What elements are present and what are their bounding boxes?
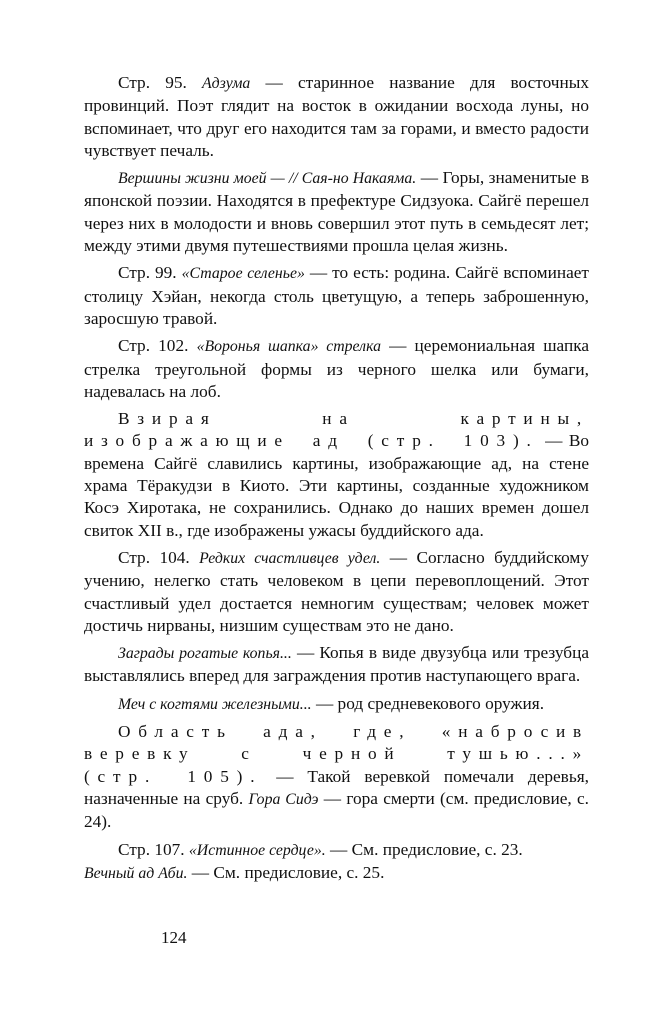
note-text-secondary: — гора смерти (см. предисловие, с. 24). — [84, 788, 589, 832]
note-term: «Воронья шапка» стрелка — [196, 338, 381, 356]
note-lead: Стр. 107. — [118, 839, 189, 859]
note-term: Редких счастливцев удел. — [199, 549, 381, 567]
note-paragraph-adzuma — [84, 72, 589, 162]
note-lead: Стр. 99. — [118, 263, 182, 283]
note-lead: Взирая на картины, изображающие ад (стр. 103). — [84, 409, 589, 451]
note-text: — Горы, знаменитые в японской поэзии. Находятся в префектуре Сидзуока. Сайгё перешел через них в молодости и вновь совершил этот путь в семьдесят лет; между этими двумя путешествиями прошла целая жизнь. — [84, 168, 589, 256]
note-term: Вечный ад Аби. — [84, 864, 188, 882]
note-text: — старинное название для восточных провинций. Поэт глядит на восток в ожидании восхода луны, но вспоминает, что друг его находится там за горами, и вместо радости чувствует печаль. — [84, 73, 589, 160]
note-text: — то есть: родина. Сайгё вспоминает столицу Хэйан, некогда столь цветущую, а теперь заброшенную, заросшую травой. — [84, 263, 589, 328]
note-text: — См. предисловие, с. 25. — [187, 862, 385, 882]
note-paragraph-redkih-schastlivcev — [84, 547, 589, 637]
note-paragraph-zagrady — [84, 642, 589, 688]
note-paragraph-staroe-selenie — [84, 262, 589, 330]
note-text: — Во времена Сайгё славились картины, изображающие ад, на стене храма Тёракудзи в Киото. Эти картины, созданные художником Косэ Хиротака, не сохранились. Однако до наших времен дошел свиток XII в., где изображены ужасы буддийского ада. — [84, 431, 589, 540]
note-lead: Стр. 102. — [118, 336, 197, 356]
note-text: — Копья в виде двузубца или трезубца выставлялись вперед для заграждения против наступающего врага. — [84, 643, 589, 686]
note-lead: Область ада, где, «набросив веревку с черной тушью...» (стр. 105). — [84, 722, 589, 786]
note-paragraph-vechnyi-ad — [84, 862, 589, 885]
notes-text-block — [84, 72, 589, 890]
note-term-secondary: Гора Сидэ — [248, 790, 319, 808]
note-paragraph-voronia-shapka — [84, 335, 589, 403]
note-text: — церемониальная шапка стрелка треугольной формы из черного шелка или бумаги, надевалась на лоб. — [84, 336, 589, 401]
note-paragraph-vershiny — [84, 167, 589, 257]
note-text: — См. предисловие, с. 23. — [325, 839, 523, 859]
note-paragraph-kartiny-ada — [84, 408, 589, 542]
note-term: «Истинное сердце». — [188, 841, 326, 859]
note-paragraph-mech — [84, 693, 589, 716]
note-term: Заграды рогатые копья... — [118, 645, 292, 663]
note-paragraph-oblast-ada — [84, 721, 589, 833]
note-term: «Старое селенье» — [181, 265, 305, 283]
note-term: Вершины жизни моей — // Сая-но Накаяма. — [118, 170, 417, 188]
note-text: — род средневекового оружия. — [311, 693, 545, 713]
note-term: Адзума — [202, 75, 251, 92]
note-paragraph-istinnoe-serdce — [84, 839, 589, 862]
page-number: 124 — [161, 928, 187, 947]
note-text: — Такой веревкой помечали деревья, назначенные на сруб. — [84, 766, 589, 808]
note-term: Меч с когтями железными... — [118, 695, 312, 713]
note-lead: Стр. 104. — [118, 547, 200, 567]
note-lead: Стр. 95. — [118, 73, 203, 92]
note-text: — Согласно буддийскому учению, нелегко стать человеком в цепи перевоплощений. Этот счастливый удел достается немногим существам; человек может достичь нирваны, низшим существам это не дано. — [84, 547, 589, 635]
